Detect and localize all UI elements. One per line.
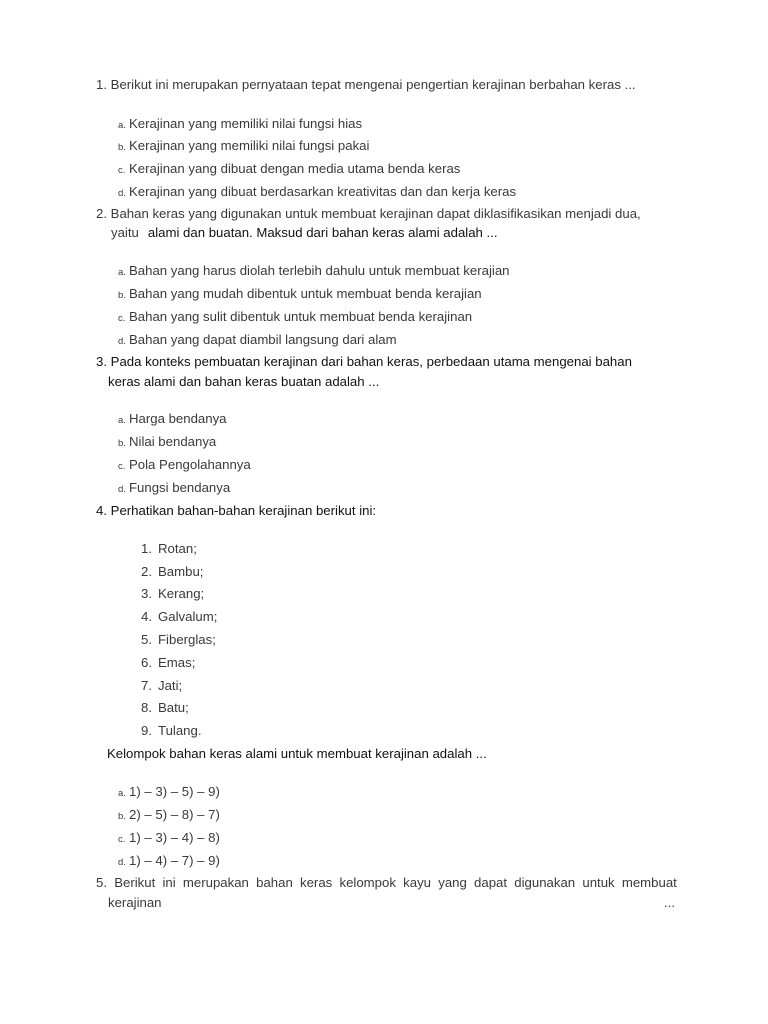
q5-word: untuk (582, 875, 615, 890)
material-item (141, 722, 202, 740)
option-letter: c. (118, 313, 126, 324)
option-letter: d. (118, 336, 126, 347)
item-number: 8. (141, 700, 152, 715)
item-number: 2. (141, 564, 152, 579)
option-text: Harga bendanya (129, 411, 227, 426)
option-letter: d. (118, 188, 126, 199)
option-text: Bahan yang sulit dibentuk untuk membuat benda kerajinan (129, 309, 473, 324)
q2-option-d (118, 331, 397, 351)
q2-line2-start: yaitu (111, 225, 139, 240)
option-letter: b. (118, 290, 126, 301)
option-text: Nilai bendanya (129, 434, 217, 449)
option-letter: b. (118, 142, 126, 153)
q5-word: digunakan (514, 875, 576, 890)
q5-word: kelompok (339, 875, 396, 890)
option-text: 1) – 3) – 4) – 8) (129, 830, 220, 845)
item-number: 7. (141, 678, 152, 693)
question-4: 4. Perhatikan bahan-bahan kerajinan berikut ini: (96, 503, 377, 518)
q3-option-c (118, 456, 251, 476)
option-text: Kerajinan yang memiliki nilai fungsi pakai (129, 138, 370, 153)
q5-word: yang (438, 875, 467, 890)
item-text: Rotan; (158, 541, 197, 556)
q4-option-d (118, 852, 220, 872)
item-text: Emas; (158, 655, 196, 670)
q2-line2-rest: alami dan buatan. Maksud dari bahan keras alami adalah ... (147, 225, 498, 240)
item-number: 5. (141, 632, 152, 647)
q3-option-a (118, 410, 227, 430)
option-letter: d. (118, 484, 126, 495)
q1-option-c (118, 160, 460, 180)
option-text: Fungsi bendanya (129, 480, 231, 495)
material-item (141, 631, 216, 649)
item-number: 9. (141, 723, 152, 738)
option-text: Pola Pengolahannya (129, 457, 251, 472)
option-letter: a. (118, 120, 126, 131)
q1-option-b (118, 137, 369, 157)
q4-option-c (118, 829, 220, 849)
item-text: Galvalum; (158, 609, 218, 624)
material-item (141, 654, 195, 672)
option-letter: a. (118, 415, 126, 426)
option-text: Kerajinan yang dibuat dengan media utama benda keras (129, 161, 461, 176)
q4-option-a (118, 783, 220, 803)
item-text: Kerang; (158, 586, 205, 601)
material-item (141, 699, 189, 717)
question-3-line-1: 3. Pada konteks pembuatan kerajinan dari bahan keras, perbedaan utama mengenai bahan (96, 354, 632, 369)
option-text: Kerajinan yang dibuat berdasarkan kreativitas dan dan kerja keras (129, 184, 517, 199)
question-5-ellipsis: ... (664, 895, 675, 910)
q3-option-d (118, 479, 230, 499)
option-letter: b. (118, 438, 126, 449)
question-1: 1. Berikut ini merupakan pernyataan tepat mengenai pengertian kerajinan berbahan keras ... (96, 77, 636, 92)
q5-word: keras (300, 875, 333, 890)
material-item (141, 677, 182, 695)
question-2-line-2 (111, 224, 498, 242)
question-4-prompt: Kelompok bahan keras alami untuk membuat kerajinan adalah ... (107, 746, 487, 761)
item-number: 6. (141, 655, 152, 670)
material-item (141, 585, 204, 603)
q5-word: dapat (474, 875, 508, 890)
option-letter: c. (118, 165, 126, 176)
item-number: 4. (141, 609, 152, 624)
material-item (141, 563, 203, 581)
question-3-line-2: keras alami dan bahan keras buatan adalah ... (108, 374, 380, 389)
option-text: Bahan yang harus diolah terlebih dahulu untuk membuat kerajian (129, 263, 510, 278)
material-item (141, 540, 197, 558)
q5-word: Berikut (114, 875, 156, 890)
q2-option-a (118, 262, 510, 282)
option-text: 2) – 5) – 8) – 7) (129, 807, 220, 822)
question-5-line-1 (96, 874, 677, 892)
option-letter: b. (118, 811, 126, 822)
option-text: Bahan yang mudah dibentuk untuk membuat benda kerajian (129, 286, 482, 301)
item-number: 3. (141, 586, 152, 601)
q5-word: ini (162, 875, 176, 890)
q3-option-b (118, 433, 216, 453)
question-2-line-1: 2. Bahan keras yang digunakan untuk membuat kerajinan dapat diklasifikasikan menjadi dua, (96, 206, 641, 221)
option-letter: d. (118, 857, 126, 868)
q1-option-d (118, 183, 516, 203)
q2-option-b (118, 285, 482, 305)
q5-word: merupakan (182, 875, 249, 890)
material-item (141, 608, 217, 626)
option-text: 1) – 3) – 5) – 9) (129, 784, 220, 799)
q5-word: 5. (96, 875, 107, 890)
item-text: Jati; (158, 678, 183, 693)
item-text: Batu; (158, 700, 189, 715)
item-text: Bambu; (158, 564, 204, 579)
option-text: Bahan yang dapat diambil langsung dari alam (129, 332, 397, 347)
q5-word: kayu (403, 875, 431, 890)
item-number: 1. (141, 541, 152, 556)
option-letter: c. (118, 461, 126, 472)
q4-option-b (118, 806, 220, 826)
question-5-line-2-start: kerajinan (108, 895, 162, 910)
q5-word: bahan (256, 875, 293, 890)
option-letter: a. (118, 267, 126, 278)
q1-option-a (118, 115, 362, 135)
item-text: Fiberglas; (158, 632, 216, 647)
option-letter: a. (118, 788, 126, 799)
q5-word: membuat (621, 875, 677, 890)
option-text: 1) – 4) – 7) – 9) (129, 853, 220, 868)
option-text: Kerajinan yang memiliki nilai fungsi hias (129, 116, 363, 131)
option-letter: c. (118, 834, 126, 845)
item-text: Tulang. (158, 723, 202, 738)
q2-option-c (118, 308, 472, 328)
